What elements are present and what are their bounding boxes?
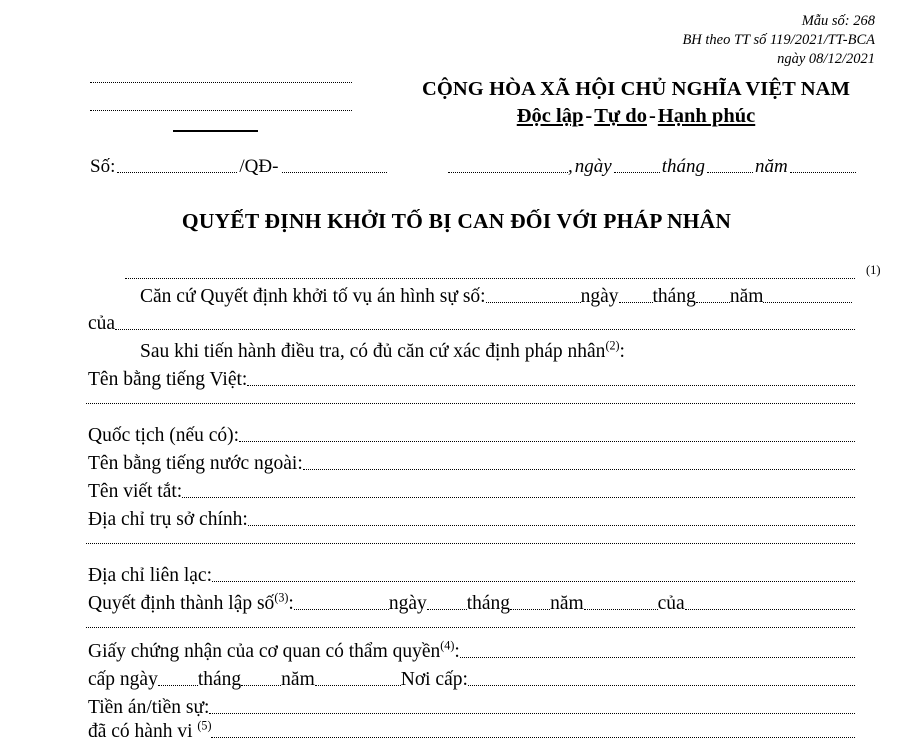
footnote-marker-2: (2) bbox=[605, 338, 620, 353]
footnote-marker-3: (3) bbox=[274, 590, 289, 605]
date-day-label: ngày bbox=[574, 156, 612, 177]
form-date: ngày 08/12/2021 bbox=[777, 51, 875, 67]
decision-number-line bbox=[90, 156, 390, 178]
field-nationality-label: Quốc tịch (nếu có): bbox=[88, 425, 240, 446]
decision-suffix-blank[interactable] bbox=[282, 172, 387, 173]
motto-dash-1: - bbox=[585, 105, 593, 127]
establishment-of-blank[interactable] bbox=[685, 609, 855, 610]
date-year-blank[interactable] bbox=[790, 172, 856, 173]
establishment-year-blank[interactable] bbox=[584, 609, 658, 610]
field-vietnamese-name-label: Tên bằng tiếng Việt: bbox=[88, 369, 248, 390]
form-reference-block bbox=[682, 12, 875, 69]
place-date-line bbox=[448, 156, 852, 178]
establishment-of-label: của bbox=[657, 593, 685, 614]
footnote-marker-5: (5) bbox=[197, 718, 212, 733]
page-title: QUYẾT ĐỊNH KHỞI TỐ BỊ CAN ĐỐI VỚI PHÁP NHÂN bbox=[181, 209, 732, 233]
certificate-issue-month-blank[interactable] bbox=[241, 685, 281, 686]
certificate-issue-month-label: tháng bbox=[197, 669, 242, 690]
agency-underline-rule bbox=[173, 130, 258, 132]
certificate-issue-day-label: cấp ngày bbox=[88, 669, 158, 690]
field-contact-address bbox=[88, 565, 855, 587]
footnote-marker-1: (1) bbox=[866, 263, 881, 277]
field-nationality-blank[interactable] bbox=[239, 441, 855, 442]
issuing-body-blank[interactable] bbox=[115, 329, 855, 330]
establishment-year-label: năm bbox=[550, 593, 584, 614]
field-nationality bbox=[88, 425, 855, 447]
field-criminal-record-label: Tiền án/tiền sự: bbox=[88, 697, 210, 718]
certificate-issue-day-blank[interactable] bbox=[158, 685, 198, 686]
establishment-day-blank[interactable] bbox=[427, 609, 467, 610]
investigation-conclusion-label: Sau khi tiến hành điều tra, có đủ căn cứ xác định pháp nhân$^{(2)}$: bbox=[140, 338, 625, 362]
field-certificate-issue bbox=[88, 669, 855, 691]
footnote-marker-4: (4) bbox=[440, 638, 455, 653]
field-establishment-decision-label: Quyết định thành lập số$^{(3)}$: bbox=[88, 590, 294, 614]
establishment-month-label: tháng bbox=[466, 593, 511, 614]
legal-basis-label: Căn cứ Quyết định khởi tố vụ án hình sự số: bbox=[140, 286, 486, 307]
place-blank[interactable] bbox=[448, 172, 568, 173]
field-authority-certificate bbox=[88, 638, 855, 663]
decision-number-separator: /QĐ- bbox=[239, 156, 279, 177]
field-abbreviated-name-blank[interactable] bbox=[182, 497, 855, 498]
field-head-office-address-blank[interactable] bbox=[248, 525, 855, 526]
decision-number-blank[interactable] bbox=[117, 172, 237, 173]
legal-basis-year-blank[interactable] bbox=[763, 302, 852, 303]
field-head-office-address-label: Địa chỉ trụ sở chính: bbox=[88, 509, 248, 530]
form-number: Mẫu số: 268 bbox=[801, 13, 875, 29]
field-establishment-decision bbox=[88, 590, 855, 615]
national-heading bbox=[386, 78, 886, 128]
field-conduct-label: đã có hành vi $^{(5)}$ bbox=[88, 718, 212, 742]
date-year-label: năm bbox=[754, 156, 788, 177]
field-foreign-name-blank[interactable] bbox=[303, 469, 855, 470]
field-abbreviated-name bbox=[88, 481, 855, 503]
field-foreign-name-label: Tên bằng tiếng nước ngoài: bbox=[88, 453, 303, 474]
recipient-blank-line[interactable] bbox=[125, 278, 855, 279]
motto-part-3: Hạnh phúc bbox=[657, 105, 756, 127]
legal-basis-month-label: tháng bbox=[652, 286, 696, 307]
certificate-issue-year-label: năm bbox=[281, 669, 315, 690]
field-vietnamese-name-blank-continued[interactable] bbox=[86, 403, 855, 404]
country-name: CỘNG HÒA XÃ HỘI CHỦ NGHĨA VIỆT NAM bbox=[421, 78, 851, 100]
legal-basis-month-blank[interactable] bbox=[696, 302, 730, 303]
field-vietnamese-name bbox=[88, 369, 855, 391]
field-establishment-blank-continued[interactable] bbox=[86, 627, 855, 628]
agency-name-blank-line-1 bbox=[90, 82, 352, 83]
decision-number-label: Số: bbox=[90, 156, 116, 177]
field-conduct-blank[interactable] bbox=[211, 737, 855, 738]
motto-part-2: Tự do bbox=[594, 105, 647, 127]
field-criminal-record-blank[interactable] bbox=[209, 713, 855, 714]
field-abbreviated-name-label: Tên viết tắt: bbox=[88, 481, 183, 502]
motto-dash-2: - bbox=[648, 105, 656, 127]
establishment-number-blank[interactable] bbox=[294, 609, 389, 610]
issuing-body-label: của bbox=[88, 313, 116, 334]
establishment-day-label: ngày bbox=[388, 593, 427, 614]
agency-name-blank-line-2 bbox=[90, 110, 352, 111]
field-contact-address-blank[interactable] bbox=[212, 581, 855, 582]
motto-part-1: Độc lập bbox=[516, 105, 584, 127]
legal-basis-number-blank[interactable] bbox=[486, 302, 581, 303]
certificate-issue-place-blank[interactable] bbox=[468, 685, 855, 686]
certificate-issue-place-label: Nơi cấp: bbox=[400, 669, 468, 690]
national-motto bbox=[386, 105, 886, 128]
field-criminal-record bbox=[88, 697, 855, 719]
field-authority-certificate-label: Giấy chứng nhận của cơ quan có thẩm quyền$^{(4)}$: bbox=[88, 638, 460, 662]
field-head-office-address-blank-continued[interactable] bbox=[86, 543, 855, 544]
legal-basis-day-label: ngày bbox=[580, 286, 619, 307]
certificate-issue-year-blank[interactable] bbox=[315, 685, 401, 686]
date-day-blank[interactable] bbox=[614, 172, 660, 173]
field-vietnamese-name-blank[interactable] bbox=[247, 385, 855, 386]
establishment-month-blank[interactable] bbox=[510, 609, 550, 610]
date-month-label: tháng bbox=[661, 156, 705, 177]
legal-basis-year-label: năm bbox=[729, 286, 764, 307]
field-contact-address-label: Địa chỉ liên lạc: bbox=[88, 565, 212, 586]
field-head-office-address bbox=[88, 509, 855, 531]
field-authority-certificate-blank[interactable] bbox=[460, 657, 855, 658]
date-month-blank[interactable] bbox=[707, 172, 753, 173]
date-comma: , bbox=[568, 156, 573, 177]
legal-basis-line bbox=[140, 286, 852, 308]
issuing-body-line bbox=[88, 313, 855, 335]
legal-basis-day-blank[interactable] bbox=[619, 302, 653, 303]
form-circular: BH theo TT số 119/2021/TT-BCA bbox=[682, 32, 875, 48]
field-foreign-name bbox=[88, 453, 855, 475]
investigation-conclusion-line bbox=[140, 338, 625, 363]
field-conduct bbox=[88, 718, 855, 743]
